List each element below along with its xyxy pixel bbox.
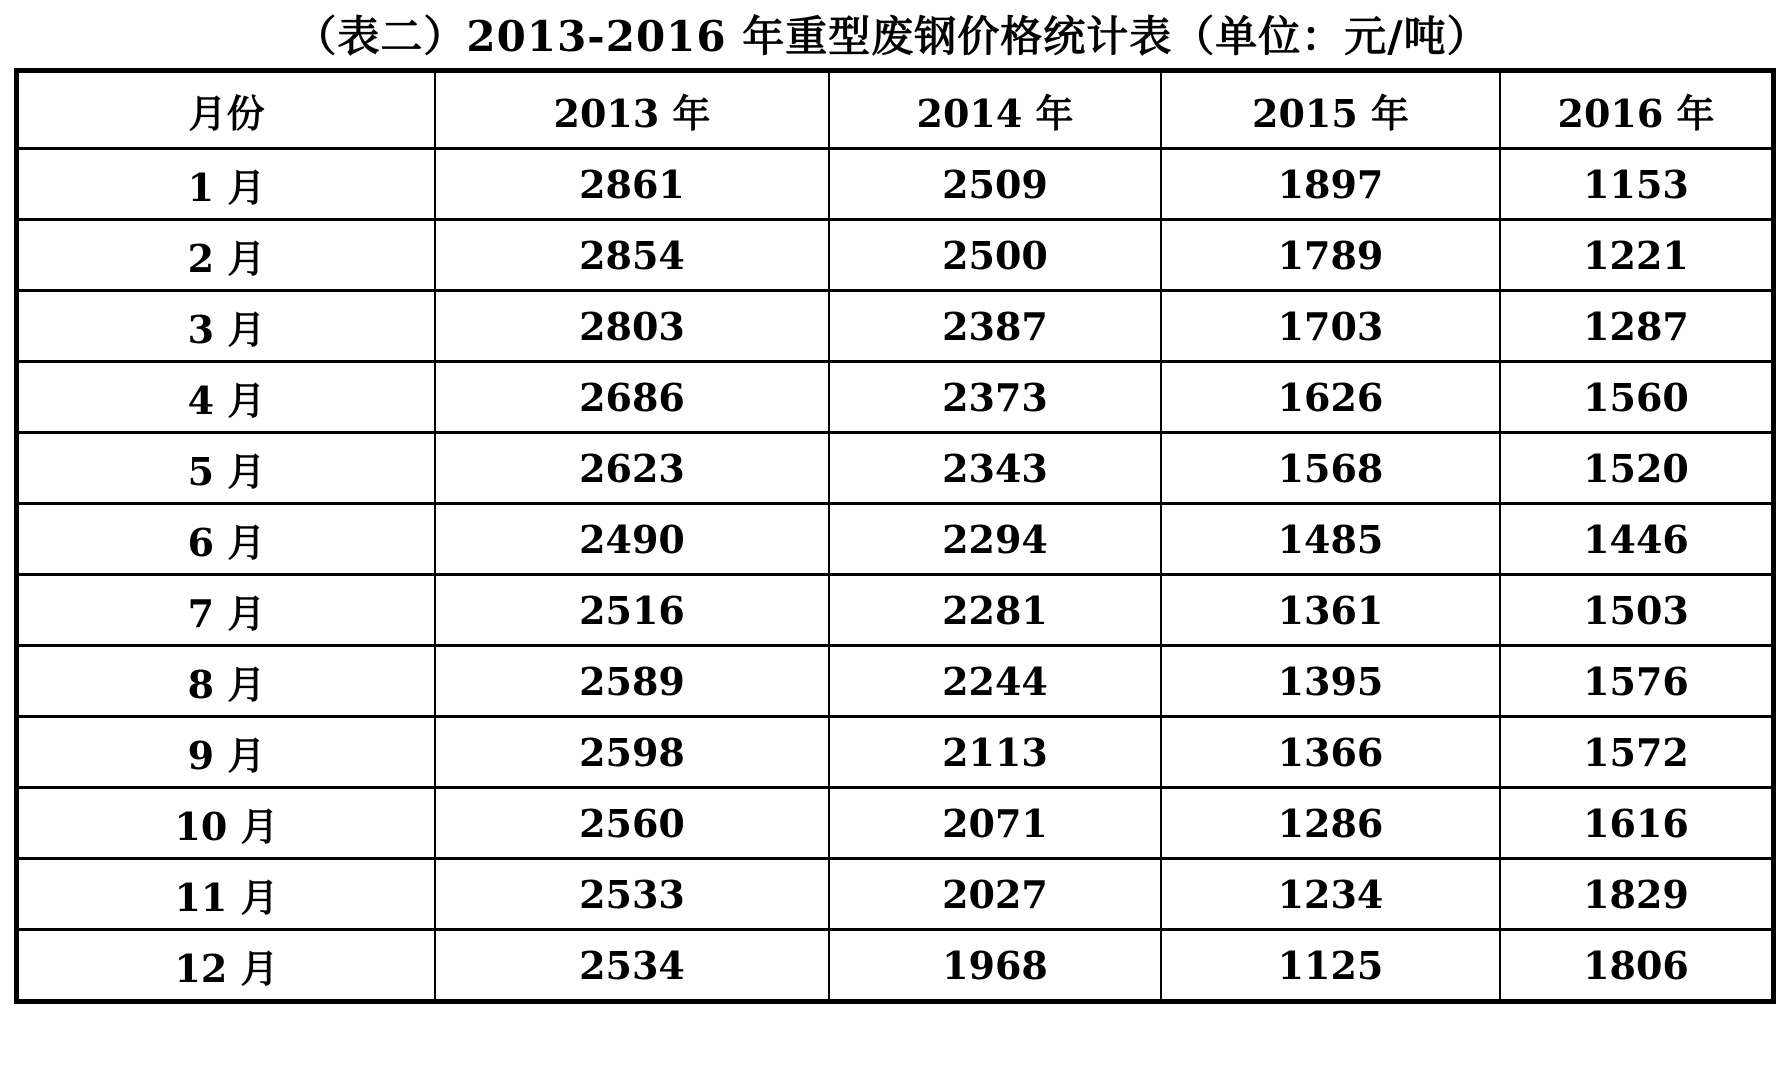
price-cell: 2516 bbox=[435, 575, 829, 646]
month-cell: 5 月 bbox=[17, 433, 436, 504]
price-cell: 1286 bbox=[1161, 788, 1500, 859]
column-header: 2015 年 bbox=[1161, 71, 1500, 149]
month-cell: 10 月 bbox=[17, 788, 436, 859]
table-row bbox=[17, 149, 1774, 220]
price-cell: 1968 bbox=[829, 930, 1161, 1002]
price-cell: 1503 bbox=[1500, 575, 1774, 646]
price-cell: 2560 bbox=[435, 788, 829, 859]
table-row bbox=[17, 575, 1774, 646]
price-cell: 1829 bbox=[1500, 859, 1774, 930]
price-cell: 1616 bbox=[1500, 788, 1774, 859]
table-row bbox=[17, 930, 1774, 1002]
price-cell: 1361 bbox=[1161, 575, 1500, 646]
month-cell: 8 月 bbox=[17, 646, 436, 717]
price-cell: 1560 bbox=[1500, 362, 1774, 433]
price-cell: 2343 bbox=[829, 433, 1161, 504]
price-cell: 2373 bbox=[829, 362, 1161, 433]
price-cell: 2071 bbox=[829, 788, 1161, 859]
table-header-row bbox=[17, 71, 1774, 149]
price-cell: 1576 bbox=[1500, 646, 1774, 717]
price-cell: 2294 bbox=[829, 504, 1161, 575]
month-cell: 12 月 bbox=[17, 930, 436, 1002]
price-cell: 1287 bbox=[1500, 291, 1774, 362]
month-cell: 11 月 bbox=[17, 859, 436, 930]
price-cell: 2534 bbox=[435, 930, 829, 1002]
price-cell: 1897 bbox=[1161, 149, 1500, 220]
price-cell: 1395 bbox=[1161, 646, 1500, 717]
price-cell: 2244 bbox=[829, 646, 1161, 717]
price-cell: 2686 bbox=[435, 362, 829, 433]
table-row bbox=[17, 646, 1774, 717]
price-cell: 2027 bbox=[829, 859, 1161, 930]
price-cell: 2490 bbox=[435, 504, 829, 575]
price-cell: 1366 bbox=[1161, 717, 1500, 788]
price-cell: 2500 bbox=[829, 220, 1161, 291]
price-cell: 1234 bbox=[1161, 859, 1500, 930]
price-cell: 1572 bbox=[1500, 717, 1774, 788]
month-cell: 2 月 bbox=[17, 220, 436, 291]
price-cell: 1568 bbox=[1161, 433, 1500, 504]
price-cell: 1703 bbox=[1161, 291, 1500, 362]
month-cell: 7 月 bbox=[17, 575, 436, 646]
table-row bbox=[17, 717, 1774, 788]
price-cell: 1520 bbox=[1500, 433, 1774, 504]
price-cell: 1485 bbox=[1161, 504, 1500, 575]
table-row bbox=[17, 788, 1774, 859]
column-header: 2014 年 bbox=[829, 71, 1161, 149]
month-cell: 6 月 bbox=[17, 504, 436, 575]
table-row bbox=[17, 220, 1774, 291]
month-cell: 4 月 bbox=[17, 362, 436, 433]
price-cell: 1221 bbox=[1500, 220, 1774, 291]
column-header: 2013 年 bbox=[435, 71, 829, 149]
table-row bbox=[17, 362, 1774, 433]
month-cell: 3 月 bbox=[17, 291, 436, 362]
price-cell: 2533 bbox=[435, 859, 829, 930]
price-cell: 2589 bbox=[435, 646, 829, 717]
price-cell: 1446 bbox=[1500, 504, 1774, 575]
price-cell: 2803 bbox=[435, 291, 829, 362]
month-cell: 1 月 bbox=[17, 149, 436, 220]
price-cell: 2387 bbox=[829, 291, 1161, 362]
table-row bbox=[17, 291, 1774, 362]
table-row bbox=[17, 504, 1774, 575]
table-head bbox=[17, 71, 1774, 149]
price-cell: 2281 bbox=[829, 575, 1161, 646]
month-cell: 9 月 bbox=[17, 717, 436, 788]
price-cell: 2623 bbox=[435, 433, 829, 504]
price-cell: 2854 bbox=[435, 220, 829, 291]
price-table bbox=[14, 68, 1776, 1004]
price-cell: 2113 bbox=[829, 717, 1161, 788]
price-cell: 1789 bbox=[1161, 220, 1500, 291]
table-row bbox=[17, 433, 1774, 504]
price-cell: 1153 bbox=[1500, 149, 1774, 220]
price-cell: 2598 bbox=[435, 717, 829, 788]
price-cell: 1806 bbox=[1500, 930, 1774, 1002]
price-cell: 2861 bbox=[435, 149, 829, 220]
price-cell: 1125 bbox=[1161, 930, 1500, 1002]
column-header: 2016 年 bbox=[1500, 71, 1774, 149]
price-cell: 2509 bbox=[829, 149, 1161, 220]
table-body bbox=[17, 149, 1774, 1002]
table-row bbox=[17, 859, 1774, 930]
table-title: （表二）2013-2016 年重型废钢价格统计表（单位：元/吨） bbox=[294, 12, 1490, 61]
column-header: 月份 bbox=[17, 71, 436, 149]
price-cell: 1626 bbox=[1161, 362, 1500, 433]
